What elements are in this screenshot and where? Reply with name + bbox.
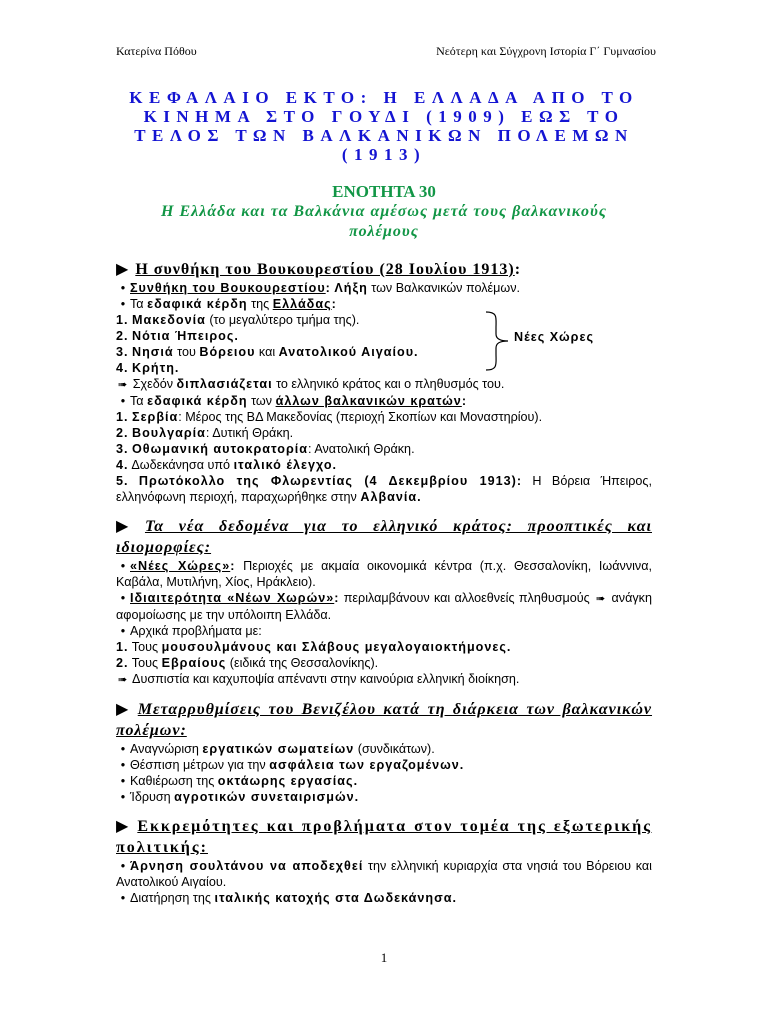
round-bullet-icon: • <box>120 790 126 804</box>
section-heading: ▶ Τα νέα δεδομένα για το ελληνικό κράτος: προοπτικές και ιδιομορφίες: <box>116 516 652 556</box>
list-item: 2. Τους Εβραίους (ειδικά της Θεσσαλονίκης). <box>116 656 379 670</box>
list-item: • Άρνηση σουλτάνου να αποδεχθεί την ελληνική κυριαρχία στα νησιά του Βόρειου και Ανατολικού Αιγαίου. <box>116 859 652 889</box>
list-item: 1. Τους μουσουλμάνους και Σλάβους μεγαλογαιοκτήμονες. <box>116 640 512 654</box>
section-heading: ▶ Μεταρρυθμίσεις του Βενιζέλου κατά τη διάρκεια των βαλκανικών πολέμων: <box>116 699 653 739</box>
round-bullet-icon: • <box>120 591 126 605</box>
triangle-bullet-icon: ▶ <box>116 516 139 535</box>
section-heading: ▶ Η συνθήκη του Βουκουρεστίου (28 Ιουλίου 1913): <box>116 259 522 278</box>
list-item: 1. Μακεδονία (το μεγαλύτερο τμήμα της). <box>116 313 360 327</box>
list-item: 2. Βουλγαρία: Δυτική Θράκη. <box>116 426 294 440</box>
arrow-right-icon: ➠ <box>118 673 128 686</box>
unit-subtitle: Η Ελλάδα και τα Βαλκάνια αμέσως μετά τους βαλκανικούς <box>161 203 607 220</box>
round-bullet-icon: • <box>120 394 126 408</box>
chapter-title-line: ΤΕΛΟΣ ΤΩΝ ΒΑΛΚΑΝΙΚΩΝ ΠΟΛΕΜΩΝ <box>134 126 634 145</box>
chapter-title <box>110 88 658 164</box>
chapter-title-line: ΚΙΝΗΜΑ ΣΤΟ ΓΟΥΔΙ (1909) ΕΩΣ ΤΟ <box>143 107 625 126</box>
list-item: • «Νέες Χώρες»: Περιοχές με ακμαία οικονομικά κέντρα (π.χ. Θεσσαλονίκη, Ιωάννινα, Καβάλα, Μυτιλήνη, Χίος, Ηράκλειο). <box>116 559 652 589</box>
unit-subtitle: πολέμους <box>349 223 419 240</box>
list-item: • Συνθήκη του Βουκουρεστίου: Λήξη των Βαλκανικών πολέμων. <box>116 280 652 296</box>
list-item: 5. Πρωτόκολλο της Φλωρεντίας (4 Δεκεμβρίου 1913): Η Βόρεια Ήπειρος, ελληνόφωνη περιοχή, παραχωρήθηκε στην Αλβανία. <box>116 474 652 504</box>
list-item: • Αρχικά προβλήματα με: <box>116 623 652 639</box>
list-item: • Τα εδαφικά κέρδη της Ελλάδας: <box>116 296 652 312</box>
list-item: 3. Νησιά του Βόρειου και Ανατολικού Αιγαίου. <box>116 345 419 359</box>
section-bucharest-treaty <box>116 258 652 505</box>
section-heading: ▶ Εκκρεμότητες και προβλήματα στον τομέα της εξωτερικής πολιτικής: <box>116 816 652 856</box>
section-venizelos-reforms <box>116 698 652 805</box>
curly-brace-icon <box>482 310 512 372</box>
round-bullet-icon: • <box>120 281 126 295</box>
round-bullet-icon: • <box>120 559 126 573</box>
section-foreign-policy <box>116 815 652 906</box>
arrow-right-icon: ➠ <box>118 378 128 391</box>
arrow-right-icon: ➠ <box>596 592 606 605</box>
list-item: • Αναγνώριση εργατικών σωματείων (συνδικάτων). <box>116 741 652 757</box>
triangle-bullet-icon: ▶ <box>116 699 132 718</box>
list-item: 1. Σερβία: Μέρος της ΒΔ Μακεδονίας (περιοχή Σκοπίων και Μοναστηρίου). <box>116 410 543 424</box>
list-item: 2. Νότια Ήπειρος. <box>116 329 239 343</box>
round-bullet-icon: • <box>120 774 126 788</box>
list-item: 3. Οθωμανική αυτοκρατορία: Ανατολική Θράκη. <box>116 442 415 456</box>
main-content <box>116 258 652 906</box>
round-bullet-icon: • <box>120 742 126 756</box>
section-new-state-data <box>116 515 652 688</box>
unit-title: ΕΝΟΤΗΤΑ 30 <box>332 182 436 201</box>
list-item: ➠ Δυσπιστία και καχυποψία απέναντι στην καινούρια ελληνική διοίκηση. <box>118 672 520 686</box>
round-bullet-icon: • <box>120 624 126 638</box>
list-item: • Ιδιαιτερότητα «Νέων Χωρών»: περιλαμβάνουν και αλλοεθνείς πληθυσμούς ➠ ανάγκη αφομοίωσης με την υπόλοιπη Ελλάδα. <box>116 591 652 622</box>
round-bullet-icon: • <box>120 297 126 311</box>
list-item: • Διατήρηση της ιταλικής κατοχής στα Δωδεκάνησα. <box>116 890 652 906</box>
list-item: 4. Δωδεκάνησα υπό ιταλικό έλεγχο. <box>116 458 338 472</box>
chapter-title-line: (1913) <box>341 145 427 164</box>
list-item: • Καθιέρωση της οκτάωρης εργασίας. <box>116 773 652 789</box>
round-bullet-icon: • <box>120 859 126 873</box>
list-item: • Ίδρυση αγροτικών συνεταιρισμών. <box>116 789 652 805</box>
new-lands-label: Νέες Χώρες <box>514 330 594 344</box>
round-bullet-icon: • <box>120 891 126 905</box>
list-item: 4. Κρήτη. <box>116 361 180 375</box>
list-item: • Θέσπιση μέτρων για την ασφάλεια των εργαζομένων. <box>116 757 652 773</box>
unit-heading <box>110 182 658 242</box>
chapter-title-line: ΚΕΦΑΛΑΙΟ ΕΚΤΟ: Η ΕΛΛΑΔΑ ΑΠΟ ΤΟ <box>129 88 639 107</box>
list-item: ➠ Σχεδόν διπλασιάζεται το ελληνικό κράτος και ο πληθυσμός του. <box>118 377 505 391</box>
triangle-bullet-icon: ▶ <box>116 816 132 835</box>
list-item: • Τα εδαφικά κέρδη των άλλων βαλκανικών κρατών: <box>116 393 652 409</box>
round-bullet-icon: • <box>120 758 126 772</box>
header-course: Νεότερη και Σύγχρονη Ιστορία Γ΄ Γυμνασίου <box>436 44 656 58</box>
page-number: 1 <box>380 950 388 965</box>
triangle-bullet-icon: ▶ <box>116 259 130 278</box>
header-author: Κατερίνα Πόθου <box>116 44 197 58</box>
